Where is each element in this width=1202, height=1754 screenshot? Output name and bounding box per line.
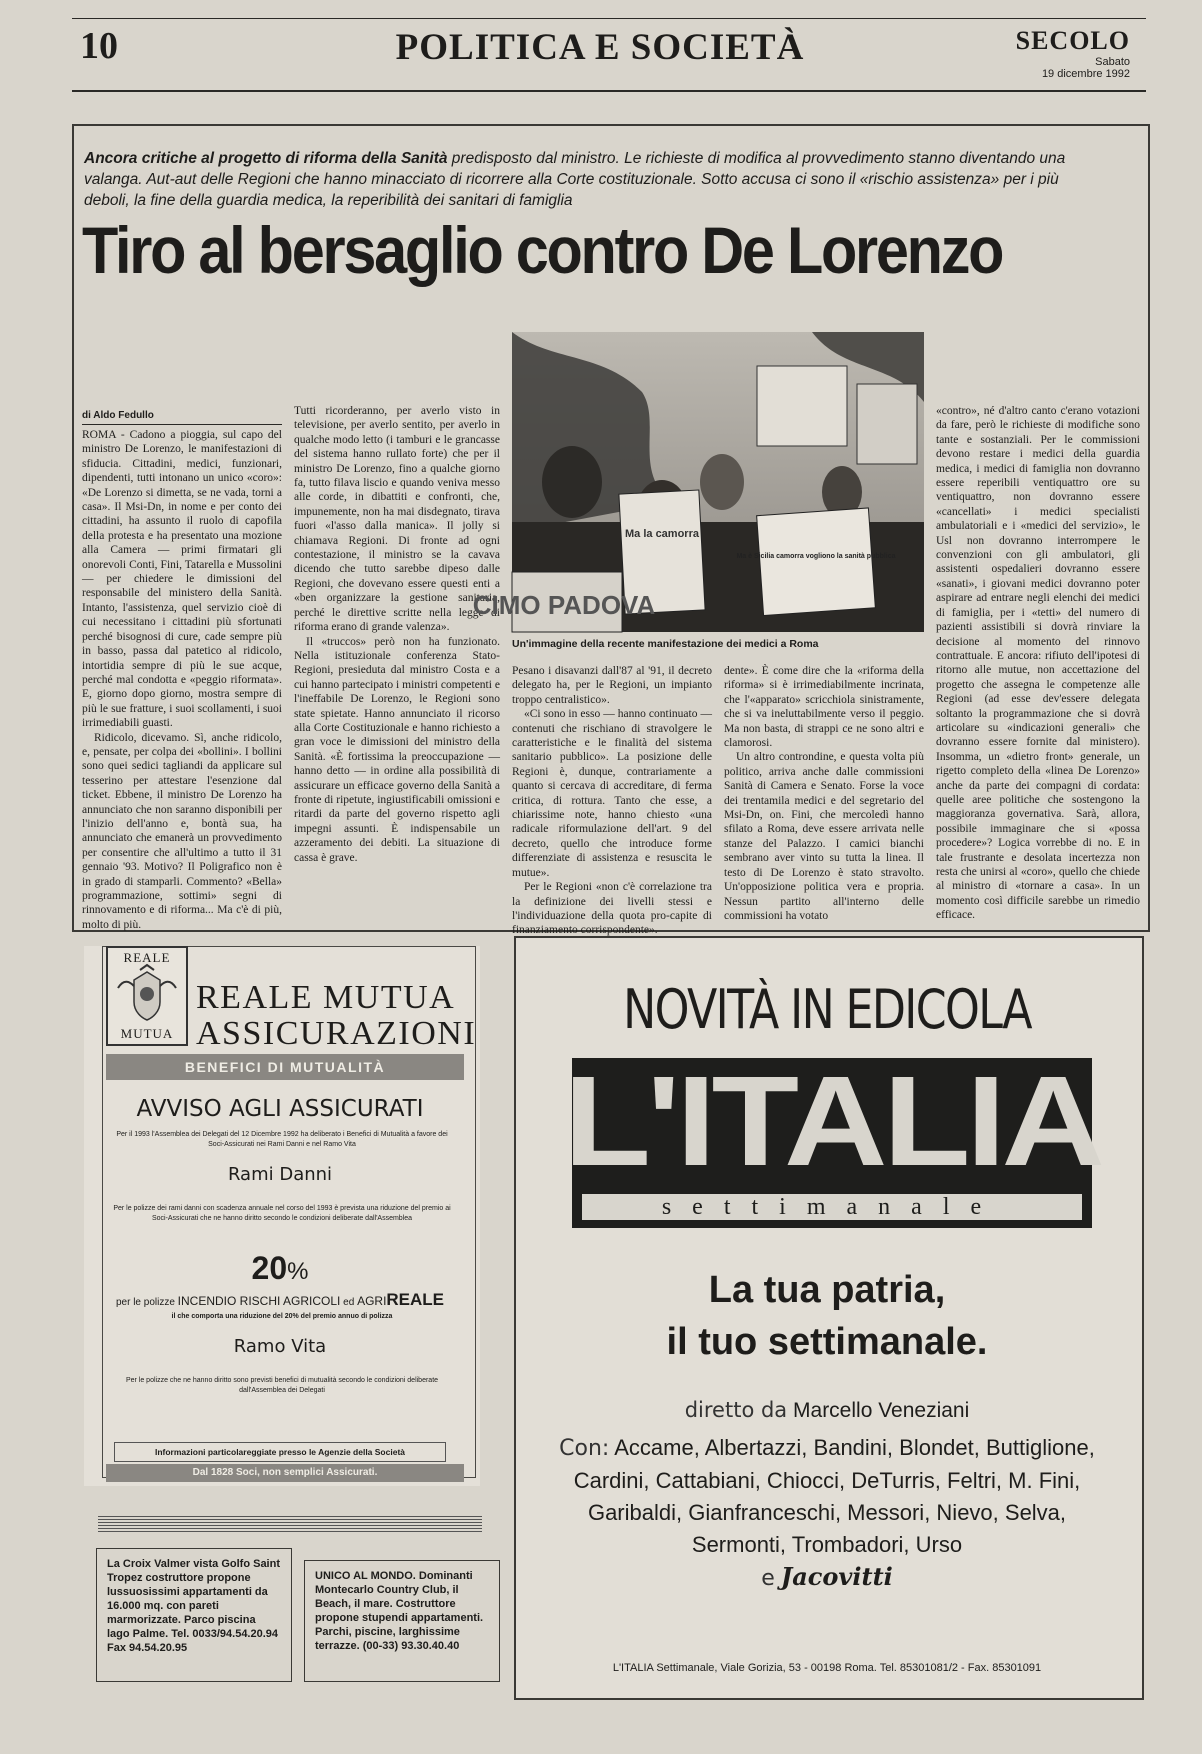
incendio-label: INCENDIO RISCHI AGRICOLI xyxy=(177,1294,341,1308)
article-column-4 xyxy=(724,664,924,922)
col4-paragraph-1: dente». È come dire che la «riforma della riforma» si è irrimediabilmente incrinata, che l'«apparato» scricchiola sinistramente, che si va ineluttabilmente verso il peggio. Ma non basta, di strappi ce ne sono altri e clamorosi. xyxy=(724,665,924,750)
riduzione-text: il che comporta una riduzione del 20% del premio annuo di polizza xyxy=(171,1313,393,1320)
photo-image xyxy=(472,332,924,632)
article-column-3 xyxy=(512,664,712,937)
col1-paragraph-2: Ridicolo, dicevamo. Sì, anche ridicolo, e, pensate, per colpa dei «bollini». I bollini sono quei sedici tagliandi da applicare sul tesserino per attestare l'esenzione dal ticket. Ebbene, il ministro De Lorenzo ha annunciato che non saranno disponibili per l'inizio dell'anno e, bontà sua, ha annunciato che emanerà un provvedimento per consentire che all'ultimo a tutto il 31 gennaio '93. Motivo? Il Poligrafico non è in grado di stamparli. Commento? «Bella» programmazione, sottimi» segni di rinnovamento e di riforma... Ma c'è di più, molto di più. xyxy=(82,731,282,931)
italia-director xyxy=(516,1398,1138,1423)
incendio-mid: ed xyxy=(343,1297,355,1308)
reale-label: REALE xyxy=(386,1290,445,1309)
article-kicker xyxy=(84,148,1084,211)
incendio-pre: per le polizze xyxy=(115,1297,175,1308)
agri-label: AGRI xyxy=(357,1294,387,1308)
italia-settimanale-ad xyxy=(514,936,1144,1700)
croix-valmer-text: La Croix Valmer vista Golfo Saint Tropez costruttore propone lussuosissimi appartamenti da 16.000 mq. con pareti marmorizzate. Parco piscina lago Palme. Tel. 0033/94.54.20.94 Fax 94.54.20.95 xyxy=(107,1558,280,1654)
byline-rule xyxy=(82,424,282,425)
article-column-5 xyxy=(936,404,1140,920)
col5-paragraph-1: «contro», né d'altro canto c'erano votazioni da fare, però le richieste di modifiche sono tante e sostanziali. Per le commissioni devono restare i medici della guardia medica, i medici di famiglia non dovranno essere reperibili ventiquattro ore su ventiquattro, non dovranno essere «cancellati» i medici specialisti ambulatoriali e i «medici del servizio», le Usl non dovranno interrompere le convenzioni con gli ambulatori, gli assistenti ospedalieri dovranno essere «sanati», i giovani medici dovranno poter aspirare ad entrare negli elenchi dei medici di famiglia, per i «tetti» del numero di pazienti assistibili si dovrà rinviare la decisione al momento del rinnovo contrattuale. E ancora: rifiuto dell'ipotesi di ritorno alle mutue, non accettazione del progetto che assegna le competenze alle Regioni (ad esse dev'essere delegata soltanto la programmazione che si dovrà articolare su «indicazioni generali» che dovranno essere fornite dal ministero). Insomma, un «dietro front» generale, un rigetto completo della «linea De Lorenzo» anche da parte dei compagni di cordata: quelle aree politiche che sostengono la maggioranza governativa. Sarà, allora, possibile immaginare che si «possa procedere»? Logica vorrebbe di no. E in tale frustrante e desolata incertezza non resta che unirsi al «coro», quello che chiede al ministro di «tornare a casa». In un momento così difficile sarebbe un rimedio efficace. xyxy=(936,405,1140,922)
protest-sign-3: CIMO PADOVA xyxy=(472,590,656,620)
con-label: Con: xyxy=(559,1436,610,1461)
col3-paragraph-2: «Ci sono in esso — hanno continuato — contenuti che rischiano di stravolgere le caratteristiche e le finalità del sistema sanitario pubblico». La posizione delle Regioni è, dunque, contrariamente a quanto si cercava di accreditare, di ferma critica, di rottura. Tanto che esse, a chiarissime note, hanno chiesto «una radicale riformulazione dell'art. 9 del decreto, quello che introduce forme differenziate di assistenza e resuscita le mutue». xyxy=(512,708,712,879)
ramo-vita-heading: Ramo Vita xyxy=(233,1336,327,1357)
reale-mutua-ad xyxy=(84,946,480,1486)
masthead-rule-bottom xyxy=(72,90,1146,92)
col4-paragraph-2: Un altro controndine, e questa volta più politico, arriva anche dalle commissioni Sanità di Camera e Senato. Forse la voce dei trentamila medici e del segretario del Msi-Dn, on. Fini, che mercoledì hanno sfilato a Roma, deve essere arrivata nelle stanze del Palazzo. I camici bianchi sembrano aver vinto su tutta la linea. Il testo di De Lorenzo è stato stravolto. Un'opposizione politica vera e propria. Nessun partito all'interno delle commissioni ha votato xyxy=(724,751,924,922)
section-title: POLITICA E SOCIETÀ xyxy=(395,27,805,68)
article-byline: di Aldo Fedullo xyxy=(82,410,154,421)
italia-logo-sub: settimanale xyxy=(582,1194,1082,1220)
protest-sign-1: Ma la camorra xyxy=(625,528,699,540)
reale-mutua-footer: Dal 1828 Soci, non semplici Assicurati. xyxy=(106,1464,464,1482)
italia-address: L'ITALIA Settimanale, Viale Gorizia, 53 - 00198 Roma. Tel. 85301081/2 - Fax. 85301091 xyxy=(612,1662,1042,1674)
kicker-bold: Ancora critiche al progetto di riforma della Sanità xyxy=(84,150,448,167)
paper-name: SECOLO xyxy=(1015,26,1130,55)
italia-logo xyxy=(563,1050,1101,1228)
reale-mutua-name-line2: ASSICURAZIONI xyxy=(196,1015,477,1052)
col2-paragraph-1: Tutti ricorderanno, per averlo visto in televisione, per averlo sentito, per averlo in qualche modo letto (i tamburi e le grancasse del sistema hanno rullato forte) che per il ministro De Lorenzo, fino a qualche giorno fa, tutto filava liscio e quando veniva messo alle corde, in dibattiti e confronti, che, impunemente, non ha mai disdegnato, tirava fuori «l'asso dalla manica». Il jolly si chiamava Regioni. Di fronte ad ogni contestazione, il ministro se la cavava dicendo che tutto sarebbe dipeso dalle Regioni, che dovevano essere questi enti a «ben organizzare la gestione sanitaria, perché le direttive scritte nella legge di riforma erano di grande valenza». xyxy=(294,405,500,634)
unico-al-mondo-text: UNICO AL MONDO. Dominanti Montecarlo Country Club, il Beach, il mare. Costruttore propone stupendi appartamenti. Parchi, piscine, larghissime terrazze. (00-33) 93.30.40.40 xyxy=(315,1570,484,1652)
reale-mutua-name-line1: REALE MUTUA xyxy=(196,979,456,1016)
col2-paragraph-2: Il «truccos» però non ha funzionato. Nella istituzionale conferenza Stato-Regioni, presieduta dal ministro Costa e a cui hanno partecipato i ministri competenti e l'ineffabile De Lorenzo, le Regioni sono state spietate. Hanno annunciato il ricorso alla Corte Costituzionale e hanno richiesto a gran voce le dimissioni del ministro della Sanità. «È fortissima la preoccupazione — hanno detto — in ordine alla possibilità di assicurare un efficace governo della Sanità a fronte di ripetute, ingiustificabili omissioni e ritardi da parte del governo rispetto agli impegni assunti. È indispensabile un azzeramento dei debiti. La situazione di cassa è grave. xyxy=(294,635,500,864)
ramo-vita-text: Per le polizze che ne hanno diritto sono previsti benefici di mutualità secondo le condizioni deliberate dall'Assemblea dei Delegati xyxy=(125,1377,439,1394)
photo-caption: Un'immagine della recente manifestazione dei medici a Roma xyxy=(512,638,819,650)
croix-valmer-ad xyxy=(96,1548,292,1682)
director-label: diretto da xyxy=(684,1398,788,1422)
discount-percentage xyxy=(84,1250,476,1287)
col3-paragraph-3: Per le Regioni «non c'è correlazione tra la definizione dei livelli stessi e l'individuazione della quota pro-capite di finanziamento corrispondente». xyxy=(512,881,712,937)
article-column-2 xyxy=(294,404,500,920)
avviso-heading: AVVISO AGLI ASSICURATI xyxy=(136,1096,424,1122)
reale-mutua-logo xyxy=(106,946,188,1046)
reale-mutua-name xyxy=(196,980,476,1052)
jacovitti-signature: Jacovitti xyxy=(780,1562,893,1591)
article-headline: Tiro al bersaglio contro De Lorenzo xyxy=(82,213,1003,287)
page-number: 10 xyxy=(80,25,118,67)
italia-slogan xyxy=(516,1264,1138,1368)
director-name: Marcello Veneziani xyxy=(793,1399,970,1422)
paper-masthead xyxy=(1016,26,1130,80)
masthead-rule xyxy=(72,18,1146,19)
col3-paragraph-1: Pesano i disavanzi dall'87 al '91, il decreto delegato ha, per le Regioni, un impianto troppo centralistico». xyxy=(512,665,712,706)
italia-contributors xyxy=(546,1432,1108,1595)
incendio-line xyxy=(84,1290,476,1310)
percent-sign: % xyxy=(287,1258,309,1285)
slogan-line2: il tuo settimanale. xyxy=(666,1321,988,1363)
hatched-divider xyxy=(98,1514,482,1532)
article-column-1 xyxy=(82,428,282,931)
italia-logo-text: L'ITALIA xyxy=(563,1050,1101,1193)
percent-number: 20 xyxy=(251,1250,288,1286)
avviso-intro: Per il 1993 l'Assemblea dei Delegati del 12 Dicembre 1992 ha deliberato i Benefici di Mutualità a favore dei Soci-Assicurati nei Rami Danni e nel Ramo Vita xyxy=(116,1131,448,1148)
coat-of-arms-icon xyxy=(110,968,184,1026)
paper-date: 19 dicembre 1992 xyxy=(1041,68,1130,80)
unico-al-mondo-ad xyxy=(304,1560,500,1682)
col1-paragraph-1: ROMA - Cadono a pioggia, sul capo del ministro De Lorenzo, le manifestazioni di sfiducia. Cittadini, medici, funzionari, dipendenti, tutti intonano un unico «coro»: «De Lorenzo si dimetta, se ne vada, torni a casa». Il Msi-Dn, in nome e per conto dei cittadini, ha assunto il ruolo di capofila della protesta e ha presentato una mozione alla Camera — primi firmatari gli onorevoli Conti, Fini, Tatarella e Mussolini — per chiedere le dimissioni del responsabile del ministero della Sanità. Intanto, l'assistenza, quel servizio cioè di cui necessitano i cittadini più sfortunati perché bisognosi di cure, cade sempre più in basso, passa dal patetico al ridicolo, intortidia sempre di più le sue acque, perché mal condotta e «peggio riformata». E, giorno dopo giorno, mostra sempre di più le sue fratture, i suoi scollamenti, i suoi irrimediabili guasti. xyxy=(82,429,282,730)
e-label: e xyxy=(761,1566,775,1591)
novita-heading: NOVITÀ IN EDICOLA xyxy=(623,978,1031,1041)
contributors-list: Accame, Albertazzi, Bandini, Blondet, Buttiglione, Cardini, Cattabiani, Chiocci, DeTurris, Feltri, M. Fini, Garibaldi, Gianfranceschi, Messori, Nievo, Selva, Sermonti, Trombadori, Urso xyxy=(573,1435,1095,1557)
informazioni-box: Informazioni particolareggiate presso le Agenzie della Società xyxy=(114,1442,446,1462)
slogan-line1: La tua patria, xyxy=(708,1269,946,1311)
paper-day: Sabato xyxy=(1095,56,1130,68)
logo-bottom-text: MUTUA xyxy=(120,1026,174,1041)
demonstration-photo xyxy=(472,332,924,632)
logo-top-text: REALE xyxy=(123,950,171,965)
rami-danni-heading: Rami Danni xyxy=(227,1164,333,1185)
rami-danni-text: Per le polizze dei rami danni con scadenza annuale nel corso del 1993 è prevista una riduzione del premio ai Soci-Assicurati che ne hanno diritto secondo le condizioni deliberate dall'Assemblea xyxy=(113,1205,451,1222)
kicker-text: predisposto dal ministro. Le richieste di modifica al provvedimento stanno diventando una valanga. Aut-aut delle Regioni che hanno minacciato di ricorrere alla Corte costituzionale. Sotto accusa ci sono il «rischio assistenza» per i più deboli, la fine della guardia medica, la reperibilità dei sanitari di famiglia xyxy=(84,150,1066,209)
protest-sign-2: Ma è Sicilia camorra vogliono la sanità pubblica xyxy=(736,553,896,560)
benefici-band: BENEFICI DI MUTUALITÀ xyxy=(106,1054,464,1080)
